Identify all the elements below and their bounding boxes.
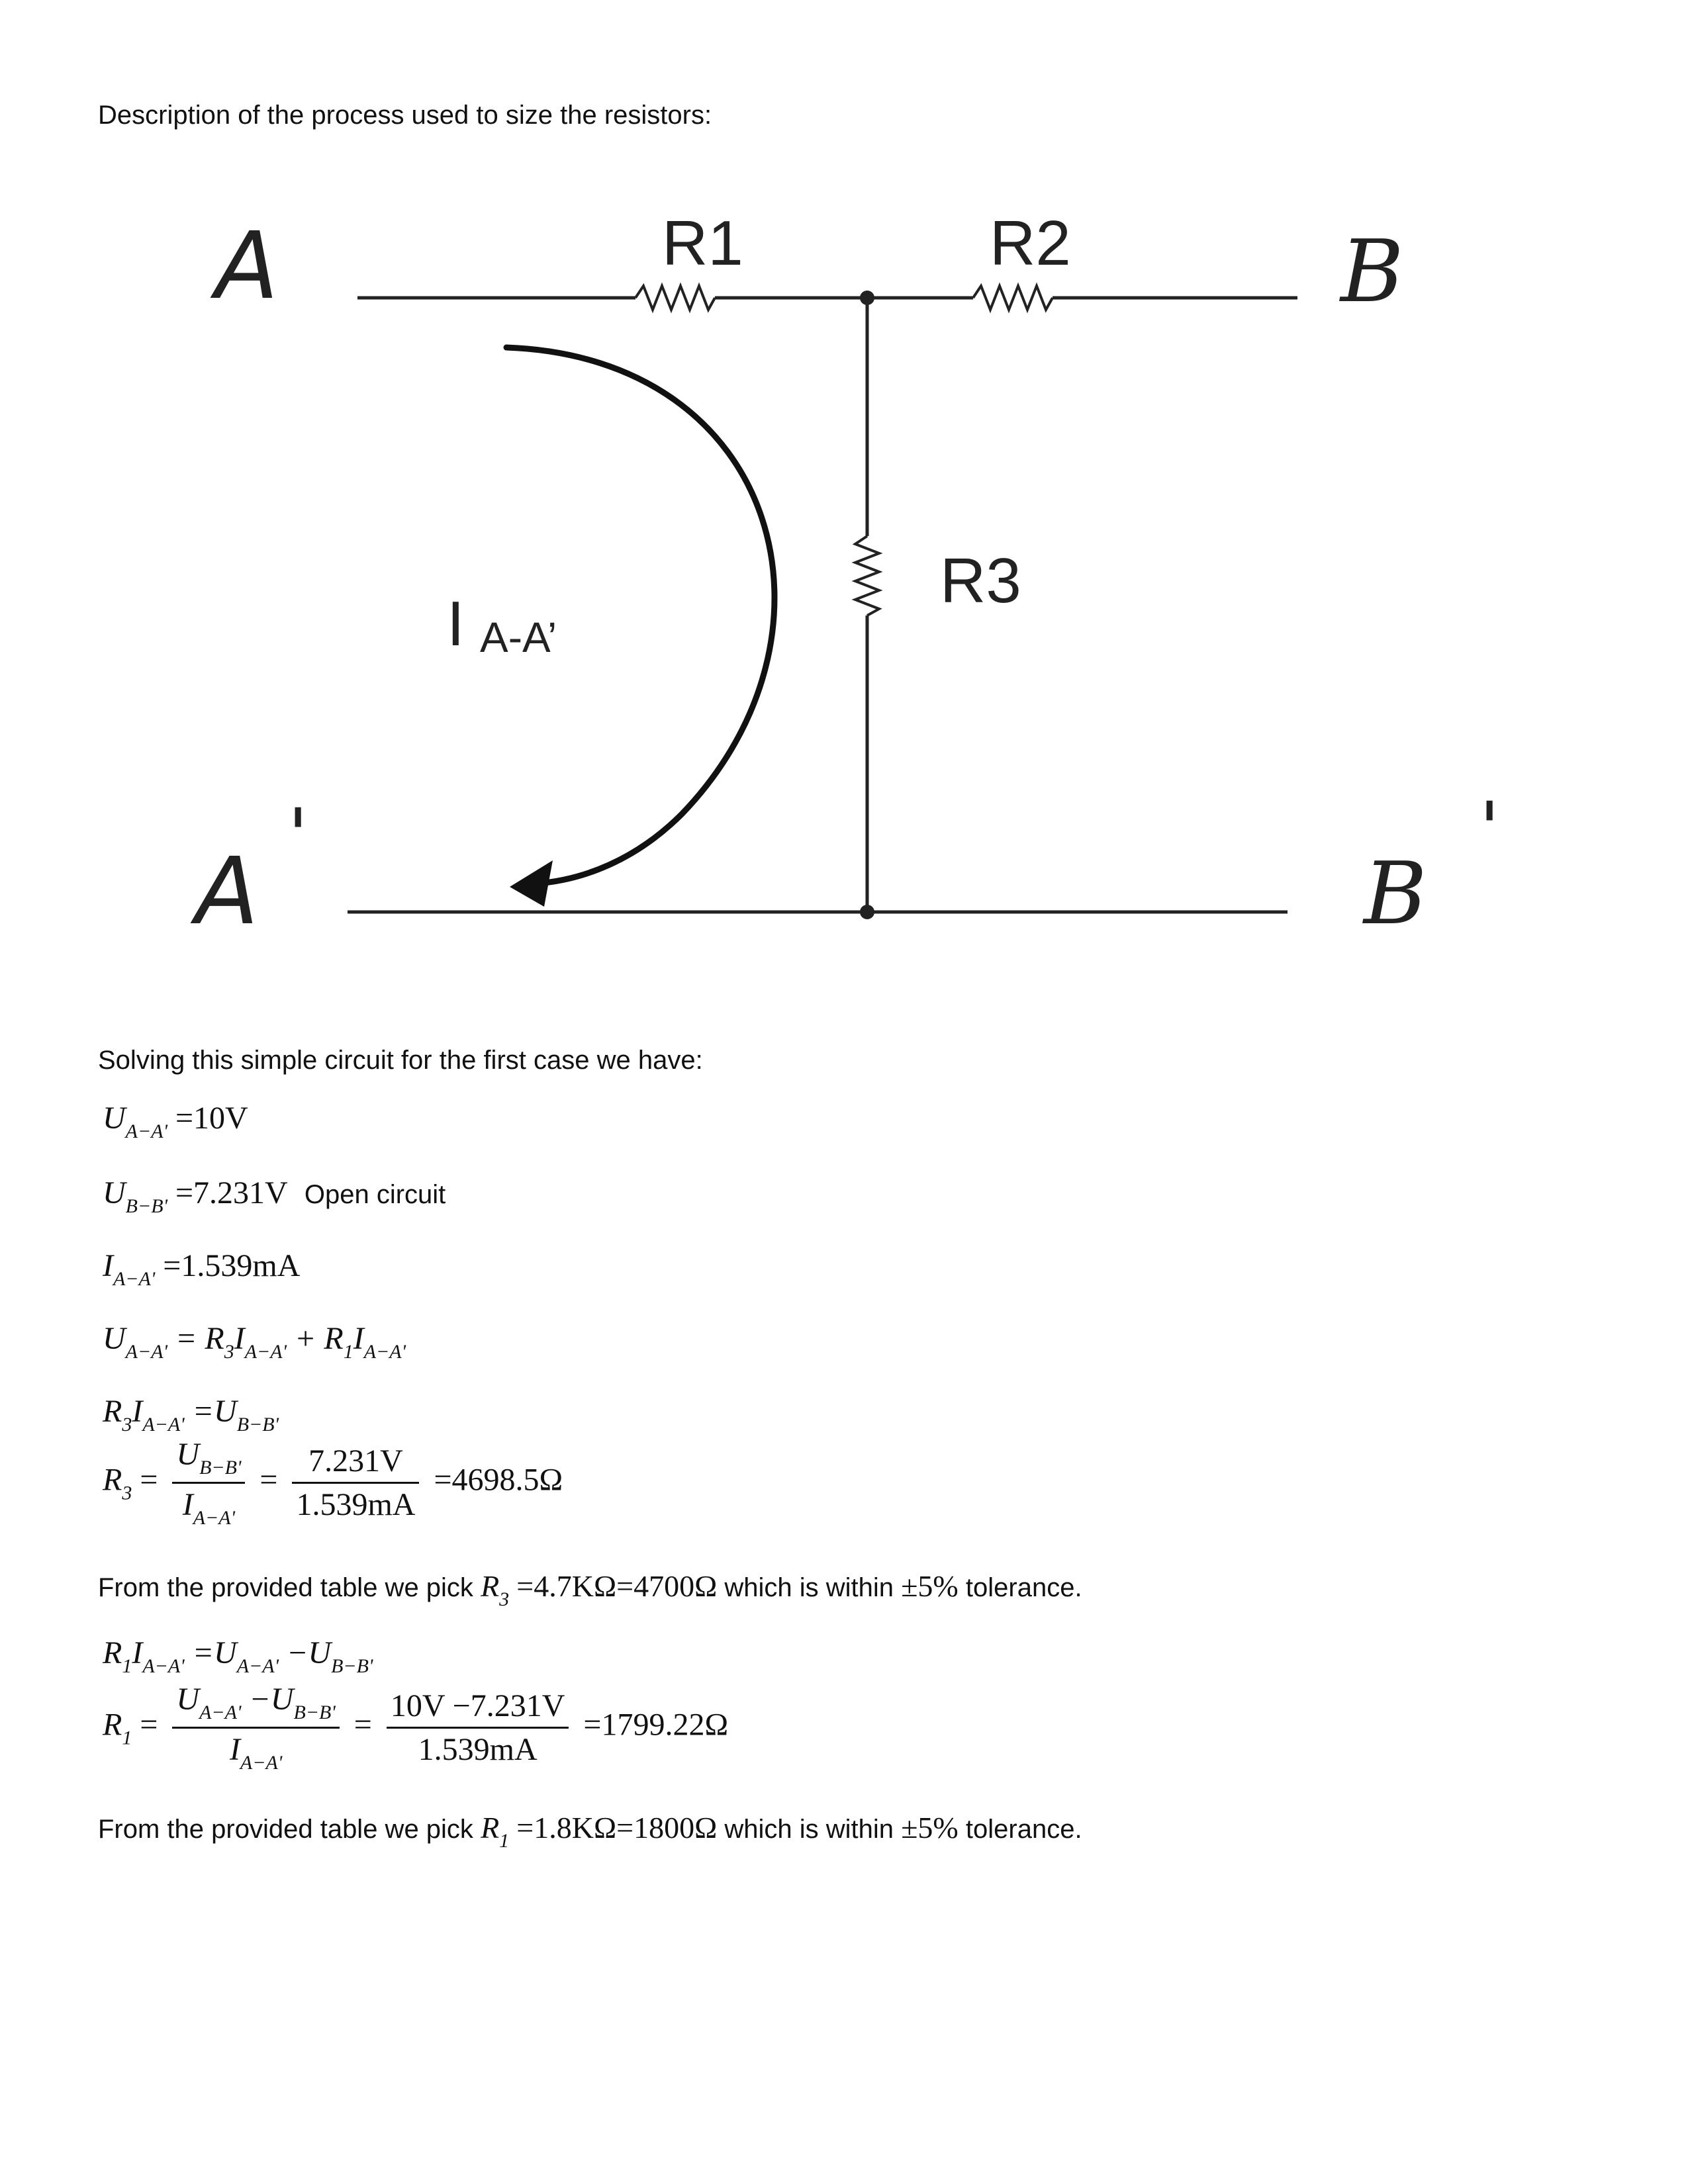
eq7-u1: =U (192, 1635, 237, 1670)
current-arrowhead-icon (510, 860, 553, 907)
eq8-num1b: −U (241, 1682, 294, 1717)
node-b-prime-label: B (1364, 843, 1427, 944)
eq6-den1-sub: A−A' (193, 1507, 236, 1529)
r1-resistor (635, 286, 715, 310)
r3-resistor (855, 536, 879, 615)
node-b-prime-mark: ' (1479, 786, 1500, 871)
eq6-num2: 7.231V (292, 1443, 419, 1484)
eq6-lhs-sub: 3 (122, 1482, 132, 1504)
eq1-lhs: U (103, 1101, 126, 1136)
eq4-sub2: A−A' (244, 1341, 287, 1363)
pick-r3-text (98, 1569, 1082, 1611)
node-a-prime-label: A (195, 838, 259, 946)
eq6-result: =4698.5Ω (434, 1462, 563, 1498)
eq3-lhs: I (103, 1248, 113, 1283)
pick1-prefix: From the provided table we pick (98, 1573, 473, 1602)
eq7-rsub: 1 (122, 1655, 132, 1677)
pick2-suffix: tolerance. (965, 1815, 1082, 1844)
eq7-u1sub: A−A' (236, 1655, 279, 1677)
node-a-label: A (215, 212, 279, 320)
r3-label: R3 (940, 545, 1021, 616)
equation-u-bb (103, 1175, 445, 1218)
eq4-i1: I (234, 1321, 245, 1356)
eq8-num1a: U (176, 1682, 200, 1717)
solve-text: Solving this simple circuit for the first case we have: (98, 1046, 703, 1075)
r1-label: R1 (662, 208, 743, 279)
node-a-prime-mark: ' (288, 793, 308, 878)
current-symbol: I (447, 588, 465, 659)
pick1-value: =4.7KΩ=4700Ω (516, 1569, 718, 1603)
eq8-lhs: R (103, 1707, 122, 1743)
current-subscript: A-A’ (480, 614, 557, 661)
node-b-label: B (1340, 221, 1404, 322)
eq6-lhs: R (103, 1462, 122, 1498)
equation-i-aa (103, 1248, 300, 1291)
eq7-u2: −U (287, 1635, 332, 1670)
eq1-sub: A−A' (125, 1120, 167, 1142)
eq1-rhs: =10V (175, 1101, 248, 1136)
equation-r3-fraction: $R_3$ = $\frac{U_{B-B'}}{I_{A-A'}}$ = $\frac{7.231V}{1.539mA}$ =4698.5Ω (103, 1437, 563, 1529)
pick-r1-text (98, 1810, 1082, 1852)
equation-kvl (103, 1320, 406, 1363)
pick1-suffix: tolerance. (965, 1573, 1082, 1602)
pick2-mid: which is within (724, 1815, 894, 1844)
eq4-u: U (103, 1321, 126, 1356)
eq8-den2: 1.539mA (418, 1732, 538, 1767)
equation-r1-fraction: $R_1$ = $\frac{U_{A-A'} -U_{B-B'}}{I_{A-A'}}$ = $\frac{10V -7.231V}{1.539mA}$ =1799.22Ω (103, 1682, 729, 1774)
pick1-rsub: 3 (499, 1588, 510, 1610)
eq7-r: R (103, 1635, 122, 1670)
r2-label: R2 (990, 208, 1071, 279)
eq6-fraction-2 (292, 1443, 419, 1523)
eq8-fraction-1 (172, 1681, 339, 1774)
eq8-den1: I (229, 1732, 240, 1767)
eq5-isub: A−A' (142, 1414, 185, 1435)
eq3-sub: A−A' (113, 1268, 156, 1290)
eq8-result: =1799.22Ω (583, 1707, 729, 1743)
pick1-r: R (481, 1569, 500, 1603)
eq8-num1a-sub: A−A' (199, 1702, 242, 1723)
eq4-r3: = R (175, 1321, 224, 1356)
eq6-fraction-1 (172, 1436, 245, 1529)
eq4-sub3: A−A' (363, 1341, 406, 1363)
eq6-num1: U (176, 1437, 200, 1472)
eq4-sub1: A−A' (125, 1341, 167, 1363)
eq2-note: Open circuit (304, 1180, 446, 1209)
eq6-num1-sub: B−B' (199, 1457, 242, 1479)
eq4-i2: I (353, 1321, 364, 1356)
eq6-den2: 1.539mA (296, 1487, 416, 1522)
intro-text: Description of the process used to size the resistors: (98, 101, 712, 130)
eq3-rhs: =1.539mA (163, 1248, 301, 1283)
pick2-prefix: From the provided table we pick (98, 1815, 473, 1844)
eq7-u2sub: B−B' (331, 1655, 373, 1677)
eq5-u: =U (192, 1394, 237, 1429)
pick2-value: =1.8KΩ=1800Ω (516, 1811, 718, 1844)
eq8-num1b-sub: B−B' (293, 1702, 336, 1723)
eq4-rsub2: 1 (343, 1341, 353, 1363)
pick2-r: R (481, 1811, 500, 1844)
eq4-r1: + R (295, 1321, 344, 1356)
eq8-fraction-2 (387, 1688, 569, 1768)
eq4-rsub1: 3 (224, 1341, 234, 1363)
r2-resistor (973, 286, 1053, 310)
pick1-tol: ±5% (901, 1569, 959, 1603)
equation-r3-product (103, 1393, 279, 1436)
circuit-diagram (0, 0, 1688, 1026)
equation-r1-product (103, 1635, 373, 1678)
eq7-isub: A−A' (142, 1655, 185, 1677)
eq2-rhs: =7.231V (175, 1175, 287, 1210)
eq7-i: I (132, 1635, 143, 1670)
eq8-lhs-sub: 1 (122, 1727, 132, 1749)
eq5-rsub: 3 (122, 1414, 132, 1435)
eq2-lhs: U (103, 1175, 126, 1210)
bottom-junction (860, 905, 874, 919)
eq5-i: I (132, 1394, 143, 1429)
pick1-mid: which is within (724, 1573, 894, 1602)
pick2-tol: ±5% (901, 1811, 959, 1844)
eq8-den1-sub: A−A' (240, 1752, 283, 1774)
eq8-num2: 10V −7.231V (387, 1688, 569, 1729)
pick2-rsub: 1 (499, 1830, 510, 1852)
eq2-sub: B−B' (125, 1195, 167, 1217)
equation-u-aa (103, 1100, 248, 1143)
eq5-r: R (103, 1394, 122, 1429)
eq6-den1: I (182, 1487, 193, 1522)
eq5-usub: B−B' (236, 1414, 279, 1435)
